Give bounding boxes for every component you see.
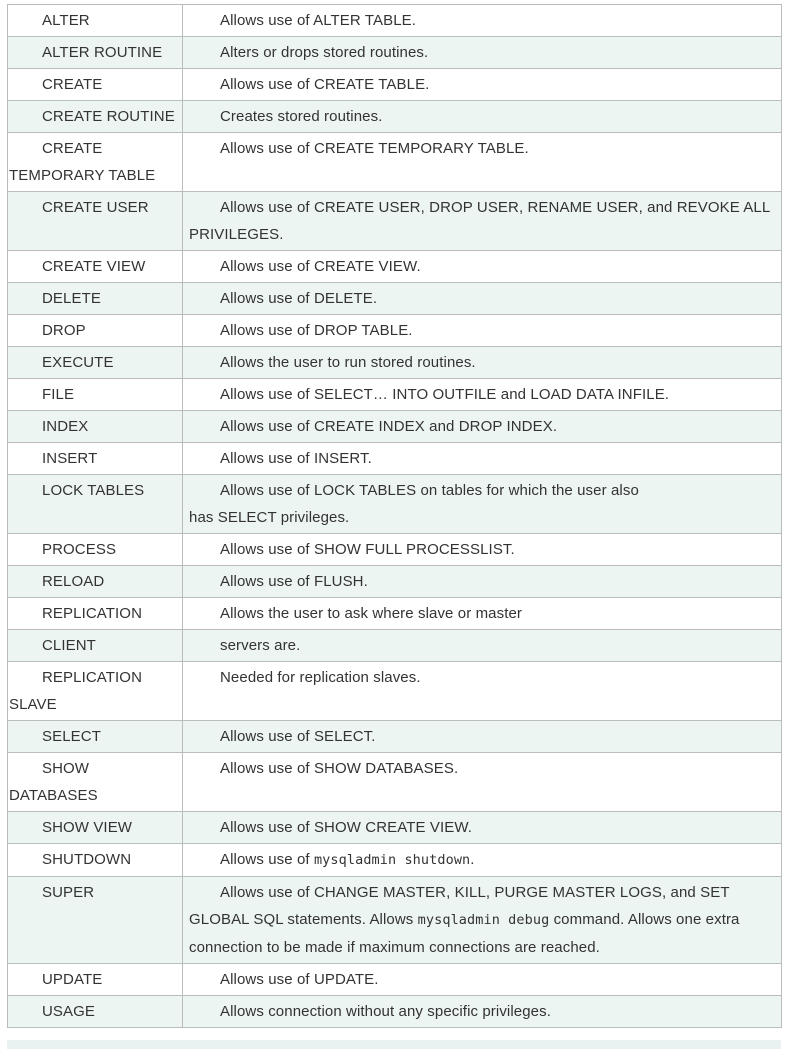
privilege-name-line: DATABASES (9, 787, 98, 804)
privilege-name-line: ALTER ROUTINE (42, 44, 163, 61)
table-row (8, 347, 782, 379)
privilege-desc-line (183, 477, 781, 504)
privilege-desc-line (183, 285, 781, 312)
privilege-name-cell (8, 133, 183, 192)
privilege-desc-line (183, 966, 781, 993)
privilege-desc-line (183, 103, 781, 130)
privilege-name-cell (8, 996, 183, 1028)
privilege-desc-line (183, 934, 781, 961)
privilege-name-cell (8, 630, 183, 662)
table-row (8, 964, 782, 996)
privilege-desc-cell (183, 475, 782, 534)
privilege-name-line: SHUTDOWN (42, 851, 132, 868)
privilege-desc-cell (183, 662, 782, 721)
privilege-desc-line (183, 755, 781, 782)
privilege-name-line: DELETE (42, 290, 101, 307)
privilege-name-cell (8, 379, 183, 411)
privilege-desc-line (183, 632, 781, 659)
privilege-desc-line (183, 846, 781, 874)
privilege-name-cell (8, 753, 183, 812)
desc-text: Creates stored routines. (220, 108, 383, 125)
privilege-desc-line (183, 814, 781, 841)
privilege-name-cell (8, 721, 183, 753)
desc-text: GLOBAL SQL statements. Allows (189, 911, 418, 928)
privilege-name-line: EXECUTE (42, 354, 114, 371)
privilege-name-line: USAGE (42, 1003, 96, 1020)
privilege-name-line: REPLICATION (42, 669, 143, 686)
privilege-name-line: RELOAD (42, 573, 105, 590)
desc-text: Allows use of CREATE USER, DROP USER, RENAME USER, and REVOKE ALL (220, 199, 771, 216)
desc-text: Allows use of SHOW FULL PROCESSLIST. (220, 541, 515, 558)
privilege-desc-cell (183, 721, 782, 753)
privilege-desc-line (183, 906, 781, 934)
privilege-name-cell (8, 411, 183, 443)
table-row (8, 133, 782, 192)
privilege-desc-cell (183, 379, 782, 411)
desc-text: connection to be made if maximum connections are reached. (189, 939, 600, 956)
privilege-desc-line (183, 998, 781, 1025)
privilege-name-cell (8, 443, 183, 475)
privilege-name-cell (8, 283, 183, 315)
privilege-name-cell (8, 101, 183, 133)
privilege-desc-line (183, 135, 781, 162)
desc-text: Allows use of CREATE INDEX and DROP INDEX. (220, 418, 558, 435)
privilege-desc-line (183, 349, 781, 376)
desc-text: Allows connection without any specific privileges. (220, 1003, 551, 1020)
desc-text: command. Allows one extra (549, 911, 740, 928)
desc-text: Allows use of DELETE. (220, 290, 378, 307)
table-row (8, 630, 782, 662)
privilege-desc-cell (183, 598, 782, 630)
privilege-name-cell (8, 877, 183, 964)
privilege-name-line: CREATE USER (42, 199, 149, 216)
privilege-desc-line (183, 381, 781, 408)
privilege-name-cell (8, 566, 183, 598)
table-row (8, 996, 782, 1028)
table-row (8, 37, 782, 69)
privilege-name-cell (8, 964, 183, 996)
privilege-name-line: FILE (42, 386, 75, 403)
privilege-desc-cell (183, 753, 782, 812)
privilege-desc-cell (183, 844, 782, 877)
table-row (8, 5, 782, 37)
privilege-desc-line (183, 664, 781, 691)
privilege-name-cell (8, 192, 183, 251)
privilege-desc-line (183, 445, 781, 472)
privilege-name-line: SHOW (42, 760, 90, 777)
desc-text: Allows use of UPDATE. (220, 971, 379, 988)
table-row (8, 721, 782, 753)
desc-text: Allows use of CHANGE MASTER, KILL, PURGE MASTER LOGS, and SET (220, 884, 730, 901)
privilege-name-line: SLAVE (9, 696, 57, 713)
privilege-desc-cell (183, 566, 782, 598)
desc-text: Allows use of SELECT. (220, 728, 376, 745)
privilege-desc-cell (183, 101, 782, 133)
privilege-name-line: CREATE (42, 76, 103, 93)
privilege-name-line: DROP (42, 322, 86, 339)
desc-text: Allows use of CREATE TEMPORARY TABLE. (220, 140, 529, 157)
privilege-name-line: TEMPORARY TABLE (9, 167, 156, 184)
table-row (8, 315, 782, 347)
desc-text: Allows use of SELECT… INTO OUTFILE and LOAD DATA INFILE. (220, 386, 670, 403)
desc-text: servers are. (220, 637, 301, 654)
table-row (8, 534, 782, 566)
table-row (8, 192, 782, 251)
table-row (8, 877, 782, 964)
code-literal: mysqladmin debug (417, 912, 550, 928)
desc-text: Allows use of (220, 851, 314, 868)
privilege-desc-line (183, 413, 781, 440)
privilege-desc-cell (183, 630, 782, 662)
privilege-desc-line (183, 71, 781, 98)
privilege-name-line: CREATE (42, 140, 103, 157)
table-row (8, 283, 782, 315)
privilege-desc-cell (183, 443, 782, 475)
table-row (8, 443, 782, 475)
privilege-name-line: PROCESS (42, 541, 117, 558)
desc-text: Allows use of LOCK TABLES on tables for which the user also (220, 482, 639, 499)
privilege-desc-line (183, 879, 781, 906)
next-row-partial-strip (7, 1040, 781, 1049)
privilege-desc-cell (183, 37, 782, 69)
privilege-desc-cell (183, 315, 782, 347)
privilege-desc-line (183, 568, 781, 595)
desc-text: Allows use of SHOW DATABASES. (220, 760, 459, 777)
privilege-desc-line (183, 39, 781, 66)
privilege-desc-cell (183, 192, 782, 251)
privilege-name-cell (8, 662, 183, 721)
privilege-desc-cell (183, 812, 782, 844)
table-row (8, 753, 782, 812)
desc-text: . (470, 851, 475, 868)
desc-text: Allows use of DROP TABLE. (220, 322, 413, 339)
privilege-name-line: UPDATE (42, 971, 103, 988)
privilege-name-cell (8, 69, 183, 101)
table-row (8, 812, 782, 844)
privilege-name-cell (8, 534, 183, 566)
privilege-desc-cell (183, 69, 782, 101)
code-literal: mysqladmin shutdown (313, 852, 471, 868)
desc-text: Allows the user to ask where slave or master (220, 605, 523, 622)
privilege-desc-cell (183, 133, 782, 192)
privilege-name-cell (8, 844, 183, 877)
privilege-name-cell (8, 812, 183, 844)
privilege-name-cell (8, 37, 183, 69)
desc-text: Needed for replication slaves. (220, 669, 421, 686)
privilege-desc-line (183, 536, 781, 563)
desc-text: Allows use of CREATE TABLE. (220, 76, 430, 93)
table-row (8, 69, 782, 101)
desc-text: PRIVILEGES. (189, 226, 284, 243)
privilege-name-line: INSERT (42, 450, 98, 467)
privilege-name-cell (8, 475, 183, 534)
privilege-desc-cell (183, 996, 782, 1028)
privilege-desc-cell (183, 5, 782, 37)
privilege-name-line: CLIENT (42, 637, 96, 654)
desc-text: Allows use of SHOW CREATE VIEW. (220, 819, 473, 836)
privileges-table-container (7, 4, 781, 1028)
privilege-name-line: SHOW VIEW (42, 819, 133, 836)
privilege-name-cell (8, 598, 183, 630)
desc-text: Allows use of INSERT. (220, 450, 372, 467)
privilege-name-line: SUPER (42, 884, 95, 901)
privilege-desc-line (183, 194, 781, 221)
privilege-name-line: REPLICATION (42, 605, 143, 622)
privilege-desc-line (183, 317, 781, 344)
privilege-name-line: ALTER (42, 12, 90, 29)
desc-text: has SELECT privileges. (189, 509, 350, 526)
table-row (8, 411, 782, 443)
privilege-name-cell (8, 347, 183, 379)
privileges-table-body (8, 5, 782, 1028)
desc-text: Allows use of ALTER TABLE. (220, 12, 417, 29)
privilege-desc-cell (183, 964, 782, 996)
privilege-desc-line (183, 504, 781, 531)
privilege-desc-cell (183, 534, 782, 566)
privilege-name-cell (8, 251, 183, 283)
privilege-desc-line (183, 7, 781, 34)
privilege-name-line: SELECT (42, 728, 101, 745)
privilege-desc-line (183, 221, 781, 248)
table-row (8, 379, 782, 411)
table-row (8, 662, 782, 721)
desc-text: Allows use of FLUSH. (220, 573, 368, 590)
privilege-desc-line (183, 253, 781, 280)
desc-text: Allows use of CREATE VIEW. (220, 258, 421, 275)
table-row (8, 844, 782, 877)
table-row (8, 251, 782, 283)
table-row (8, 475, 782, 534)
desc-text: Alters or drops stored routines. (220, 44, 429, 61)
privilege-desc-line (183, 600, 781, 627)
privilege-desc-cell (183, 251, 782, 283)
privilege-desc-cell (183, 283, 782, 315)
privilege-desc-line (183, 723, 781, 750)
privilege-desc-cell (183, 877, 782, 964)
privilege-name-line: CREATE ROUTINE (42, 108, 175, 125)
desc-text: Allows the user to run stored routines. (220, 354, 476, 371)
privileges-table (7, 4, 782, 1028)
table-row (8, 598, 782, 630)
privilege-name-line: CREATE VIEW (42, 258, 146, 275)
privilege-desc-cell (183, 347, 782, 379)
privilege-name-cell (8, 5, 183, 37)
privilege-desc-cell (183, 411, 782, 443)
privilege-name-line: LOCK TABLES (42, 482, 145, 499)
table-row (8, 566, 782, 598)
privilege-name-cell (8, 315, 183, 347)
privilege-name-line: INDEX (42, 418, 89, 435)
table-row (8, 101, 782, 133)
